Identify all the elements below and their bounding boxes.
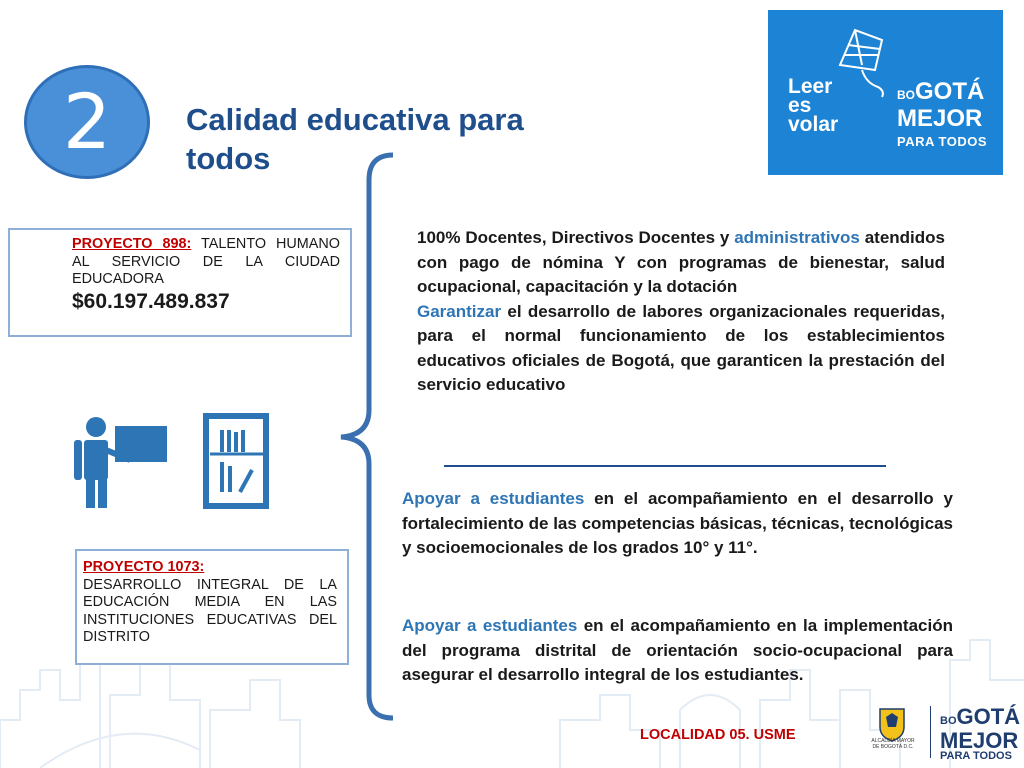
footer-logo-separator xyxy=(930,706,931,758)
project-1073-box xyxy=(75,549,349,665)
highlight-apoyar-estudiantes-2: Apoyar a estudiantes xyxy=(402,616,578,635)
teacher-icon xyxy=(74,417,167,508)
bogota-mejor-logo: BOGOTÁ MEJOR PARA TODOS xyxy=(897,78,987,149)
teacher-and-bookshelf-icons xyxy=(70,410,270,510)
page-title: Calidad educativa para todos xyxy=(186,102,524,176)
section-number-circle xyxy=(24,65,150,179)
locality-label: LOCALIDAD 05. USME xyxy=(640,727,796,743)
project-898-amount: $60.197.489.837 xyxy=(72,289,230,313)
bogota-coat-of-arms-icon xyxy=(872,705,912,760)
footer-bogota-mejor-logo: BOGOTÁ MEJOR PARA TODOS xyxy=(940,704,1021,762)
section-divider xyxy=(444,465,886,467)
paragraph-staff-payroll: 100% Docentes, Directivos Docentes y administrativos atendidos con pago de nómina Y con programas de bienestar, salud ocupacional, capacitación y la dotación Garantizar el desarrollo de labores organizacionales requeridas, para el normal funcionamiento de los establecimientos educativos oficiales de Bogotá, que garanticen la prestación del servicio educativo xyxy=(417,228,946,394)
section-number: 2 xyxy=(62,77,112,166)
highlight-administrativos: administrativos xyxy=(734,228,860,247)
project-1073-description: PROYECTO 1073: DESARROLLO INTEGRAL DE LA EDUCACIÓN MEDIA EN LAS INSTITUCIONES EDUCATIVAS DEL DISTRITO xyxy=(83,559,337,645)
paragraph-orientacion: Apoyar a estudiantes en el acompañamiento en la implementación del programa distrital de orientación socio-ocupacional para asegurar el desarrollo integral de los estudiantes. xyxy=(402,616,953,684)
project-898-description: PROYECTO 898: TALENTO HUMANO AL SERVICIO DE LA CIUDAD EDUCADORA xyxy=(72,236,340,287)
project-898-label: PROYECTO 898: xyxy=(72,236,192,252)
paragraph-competencias: Apoyar a estudiantes en el acompañamiento en el desarrollo y fortalecimiento de las competencias básicas, técnicas, tecnológicas y socioemocionales de los grados 10° y 11°. xyxy=(402,489,953,557)
highlight-garantizar: Garantizar xyxy=(417,301,502,321)
project-1073-label: PROYECTO 1073: xyxy=(83,559,205,575)
curly-brace-connector xyxy=(335,150,405,725)
project-898-box xyxy=(8,228,352,337)
bookshelf-icon xyxy=(206,416,266,506)
highlight-apoyar-estudiantes-1: Apoyar a estudiantes xyxy=(402,489,585,508)
leer-es-volar-logo: Leer es volar xyxy=(788,75,839,136)
alcaldia-caption: ALCALDÍA MAYOR DE BOGOTÁ D.C. xyxy=(871,738,915,750)
